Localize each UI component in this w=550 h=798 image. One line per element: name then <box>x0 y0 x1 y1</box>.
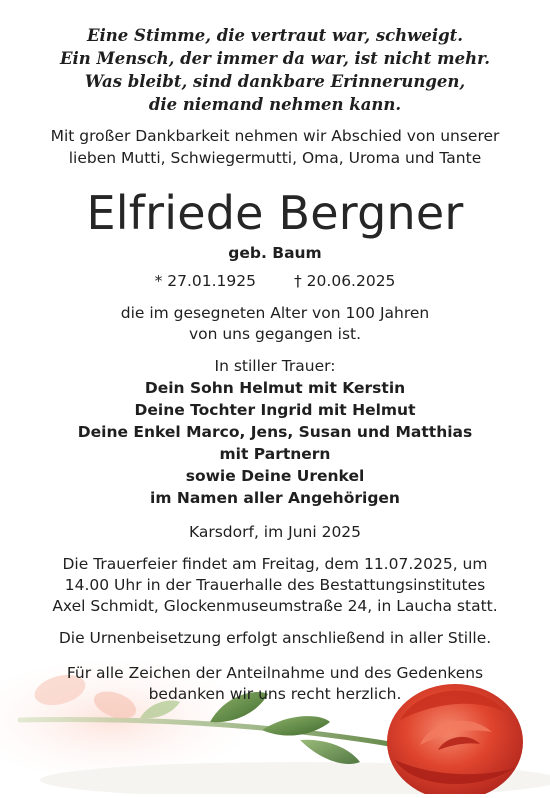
life-dates <box>0 274 550 290</box>
death-date: † 20.06.2025 <box>294 272 396 290</box>
funeral-line-2: 14.00 Uhr in der Trauerhalle des Bestattungsinstitutes <box>64 576 486 594</box>
leaf <box>300 740 360 764</box>
poem-line-4: die niemand nehmen kann. <box>148 95 402 114</box>
family-line-2: Deine Tochter Ingrid mit Helmut <box>134 401 416 419</box>
intro-line-1: Mit großer Dankbarkeit nehmen wir Abschied von unserer <box>50 127 500 145</box>
urn-text: Die Urnenbeisetzung erfolgt anschließend in aller Stille. <box>58 629 492 647</box>
age-line-1: die im gesegneten Alter von 100 Jahren <box>120 304 430 322</box>
family-line-4: mit Partnern <box>219 445 331 463</box>
funeral-line-3: Axel Schmidt, Glockenmuseumstraße 24, in Laucha statt. <box>52 597 498 615</box>
thanks-line-2: bedanken wir uns recht herzlich. <box>148 685 402 703</box>
birth-date: * 27.01.1925 <box>154 272 256 290</box>
thanks-line-1: Für alle Zeichen der Anteilnahme und des Gedenkens <box>66 664 484 682</box>
family-line-3: Deine Enkel Marco, Jens, Susan und Matthias <box>77 423 473 441</box>
maiden-name: geb. Baum <box>228 244 322 262</box>
poem-line-2: Ein Mensch, der immer da war, ist nicht mehr. <box>59 49 491 68</box>
family-line-5: sowie Deine Urenkel <box>185 467 365 485</box>
poem-line-3: Was bleibt, sind dankbare Erinnerungen, <box>84 72 466 91</box>
age-line-2: von uns gegangen ist. <box>188 325 362 343</box>
intro-line-2: lieben Mutti, Schwiegermutti, Oma, Uroma und Tante <box>68 149 482 167</box>
poem-line-1: Eine Stimme, die vertraut war, schweigt. <box>86 26 464 45</box>
funeral-line-1: Die Trauerfeier findet am Freitag, dem 11.07.2025, um <box>62 555 488 573</box>
place-date: Karsdorf, im Juni 2025 <box>188 523 362 541</box>
family-line-1: Dein Sohn Helmut mit Kerstin <box>144 379 406 397</box>
mourning-heading: In stiller Trauer: <box>214 357 336 375</box>
deceased-name: Elfriede Bergner <box>86 186 464 240</box>
family-line-6: im Namen aller Angehörigen <box>150 489 400 507</box>
